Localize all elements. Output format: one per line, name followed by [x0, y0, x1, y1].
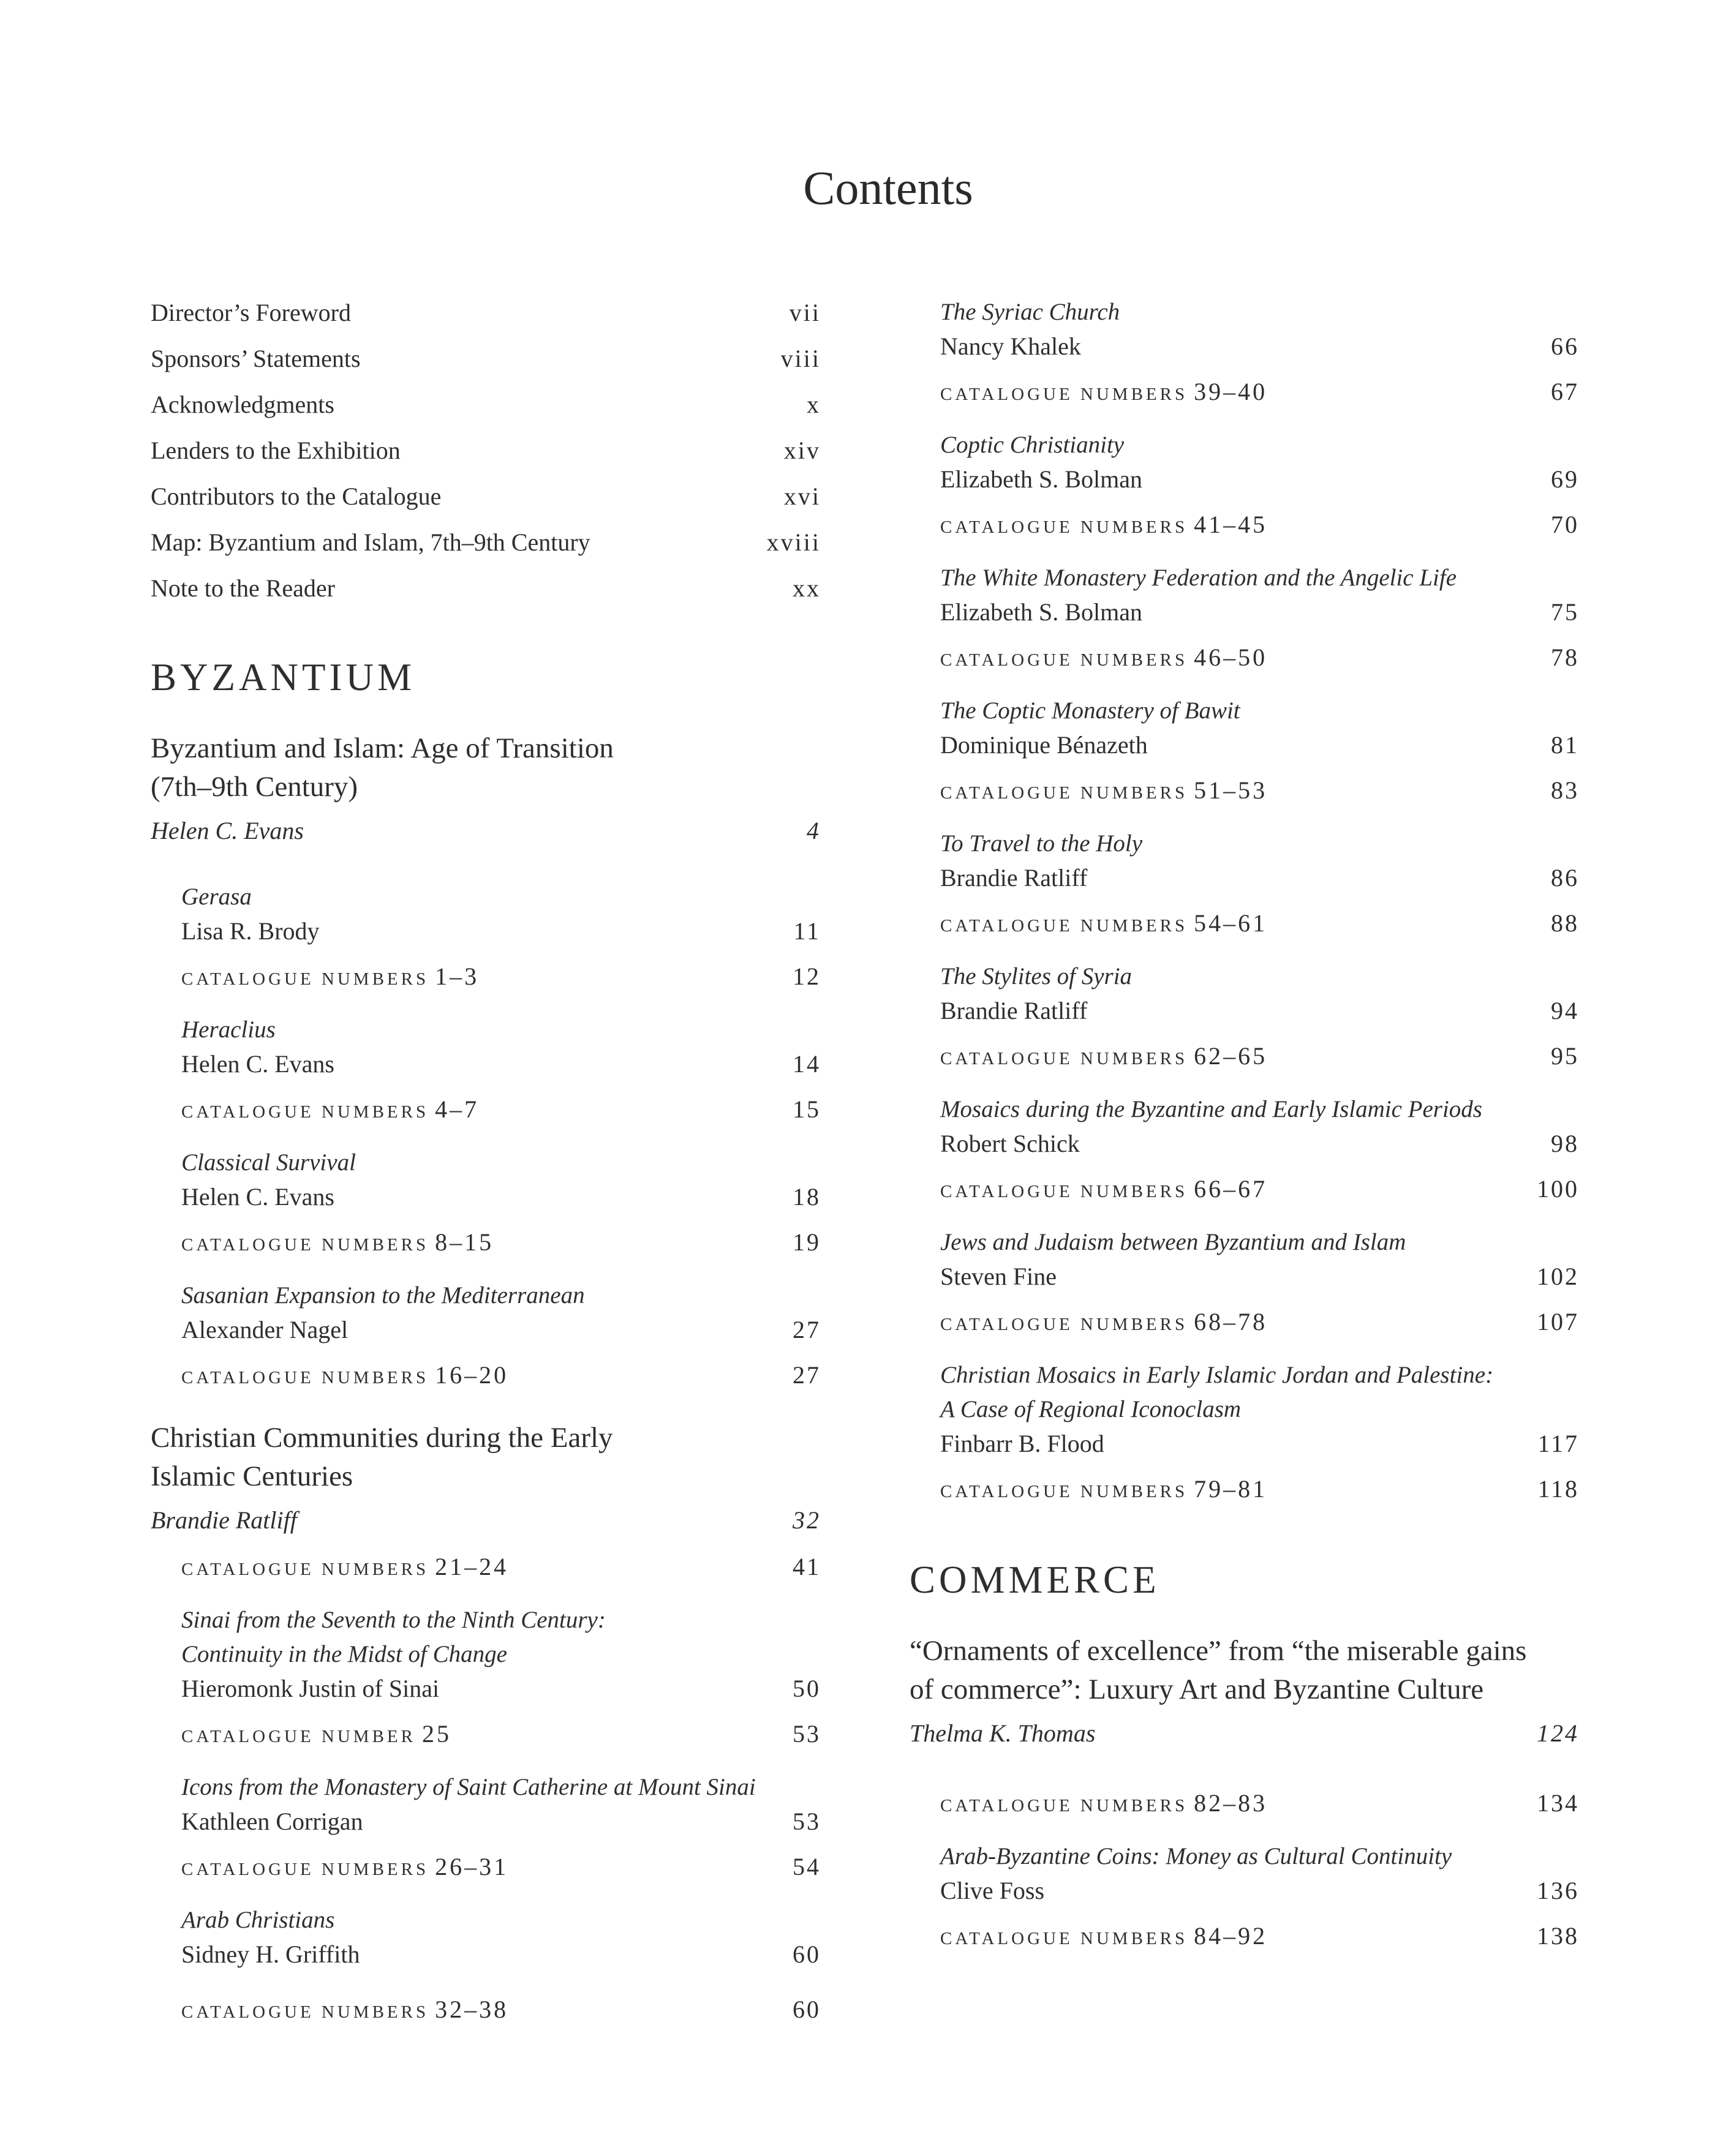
catalogue-label-group	[940, 1786, 1267, 1826]
essay-author: Elizabeth S. Bolman	[940, 598, 1142, 626]
toc-column-right	[910, 295, 1579, 1953]
essay-author-row	[940, 462, 1579, 497]
essay-author-row	[940, 595, 1579, 629]
page-number: 136	[1537, 1877, 1579, 1904]
essay-title-line: (7th–9th Century)	[151, 771, 358, 803]
essay-author-row	[940, 728, 1579, 762]
page-number: 41	[793, 1553, 821, 1580]
entry-label: Acknowledgments	[151, 391, 334, 418]
essay-author-row	[181, 1180, 821, 1214]
essay-author-row	[940, 1127, 1579, 1161]
page-number: xvi	[783, 483, 821, 510]
catalogue-entry[interactable]	[151, 960, 821, 994]
toc-essay-entry[interactable]	[151, 1770, 821, 1839]
toc-essay-entry[interactable]	[910, 960, 1579, 1028]
section-heading: COMMERCE	[910, 1558, 1160, 1601]
page-number: 134	[1537, 1789, 1579, 1817]
essay-author: Brandie Ratliff	[940, 997, 1088, 1024]
essay-title-line: A Case of Regional Iconoclasm	[940, 1396, 1242, 1422]
catalogue-label: CATALOGUE NUMBERS	[940, 650, 1188, 670]
toc-essay-entry[interactable]	[910, 561, 1579, 629]
page-number: x	[807, 391, 821, 418]
essay-title-line: Icons from the Monastery of Saint Catherine at Mount Sinai	[181, 1774, 756, 1800]
catalogue-entry[interactable]	[910, 1919, 1579, 1953]
catalogue-entry[interactable]	[910, 1472, 1579, 1506]
essay-author-row	[151, 1503, 821, 1538]
essay-author: Lisa R. Brody	[181, 917, 320, 945]
catalogue-range: 1–3	[435, 963, 480, 990]
section-heading: BYZANTIUM	[151, 656, 415, 699]
toc-essay-entry[interactable]	[151, 1013, 821, 1081]
essay-title-line: of commerce”: Luxury Art and Byzantine Culture	[910, 1673, 1484, 1705]
essay-title-line: Christian Mosaics in Early Islamic Jordan and Palestine:	[940, 1362, 1494, 1388]
essay-author-row	[910, 1716, 1579, 1751]
entry-label: Sponsors’ Statements	[151, 345, 361, 372]
catalogue-range: 51–53	[1194, 776, 1268, 804]
essay-title-line: Mosaics during the Byzantine and Early Islamic Periods	[940, 1096, 1482, 1122]
essay-author: Clive Foss	[940, 1877, 1045, 1904]
catalogue-range: 26–31	[435, 1853, 509, 1880]
catalogue-range: 21–24	[435, 1553, 509, 1580]
essay-author: Helen C. Evans	[181, 1183, 334, 1211]
toc-entry-0[interactable]	[151, 290, 821, 336]
page-number: 94	[1551, 997, 1579, 1024]
catalogue-label: CATALOGUE NUMBERS	[940, 1796, 1188, 1816]
page-number: 81	[1551, 731, 1579, 759]
toc-essay-entry[interactable]	[910, 827, 1579, 895]
catalogue-label: CATALOGUE NUMBERS	[940, 783, 1188, 803]
entry-label: Contributors to the Catalogue	[151, 483, 442, 510]
page-number: 78	[1551, 644, 1579, 671]
essay-title-line: Arab-Byzantine Coins: Money as Cultural Continuity	[940, 1843, 1452, 1869]
catalogue-entry[interactable]	[151, 1717, 821, 1751]
catalogue-entry[interactable]	[910, 1305, 1579, 1339]
essay-title-line: Sinai from the Seventh to the Ninth Century:	[181, 1607, 606, 1633]
toc-essay-entry[interactable]	[910, 1225, 1579, 1294]
toc-essay-entry[interactable]	[910, 1092, 1579, 1161]
catalogue-range: 25	[422, 1720, 451, 1748]
toc-essay-entry[interactable]	[910, 694, 1579, 762]
toc-essay-entry[interactable]	[151, 1279, 821, 1347]
catalogue-entry[interactable]	[910, 1786, 1579, 1820]
catalogue-label-group	[940, 1919, 1267, 1959]
essay-title-line: Byzantium and Islam: Age of Transition	[151, 732, 614, 764]
page-number: 86	[1551, 864, 1579, 892]
catalogue-label: CATALOGUE NUMBERS	[181, 1102, 429, 1122]
catalogue-label: CATALOGUE NUMBERS	[940, 385, 1188, 404]
catalogue-label-group	[940, 773, 1267, 813]
page-number: 117	[1537, 1430, 1579, 1457]
toc-essay-entry[interactable]	[910, 428, 1579, 497]
toc-entry-2[interactable]	[151, 381, 821, 427]
essay-author: Elizabeth S. Bolman	[940, 465, 1142, 493]
essay-title-line: Heraclius	[181, 1016, 276, 1043]
page-number: vii	[789, 299, 821, 326]
essay-title-line: Islamic Centuries	[151, 1460, 353, 1492]
catalogue-entry[interactable]	[910, 375, 1579, 409]
page-number: 27	[793, 1316, 821, 1343]
page-number: 50	[793, 1675, 821, 1702]
catalogue-label: CATALOGUE NUMBERS	[181, 969, 429, 989]
page-number: 18	[793, 1183, 821, 1211]
toc-essay-entry[interactable]	[151, 729, 821, 848]
catalogue-label-group	[181, 1850, 508, 1890]
catalogue-range: 39–40	[1194, 378, 1268, 405]
page-number: 15	[793, 1095, 821, 1123]
catalogue-label-group	[940, 1472, 1267, 1512]
page-number: xiv	[783, 437, 821, 464]
catalogue-label: CATALOGUE NUMBERS	[940, 1315, 1188, 1334]
toc-essay-entry[interactable]	[910, 1839, 1579, 1908]
essay-author: Steven Fine	[940, 1263, 1057, 1290]
essay-author-row	[181, 1313, 821, 1347]
essay-author-row	[940, 1260, 1579, 1294]
page-number: 83	[1551, 776, 1579, 804]
catalogue-label: CATALOGUE NUMBERS	[940, 1049, 1188, 1069]
essay-title-line: Arab Christians	[181, 1907, 335, 1933]
page-number: 53	[793, 1720, 821, 1748]
essay-author-row	[940, 1874, 1579, 1908]
toc-entry-4[interactable]	[151, 473, 821, 519]
catalogue-label: CATALOGUE NUMBERS	[940, 1182, 1188, 1201]
essay-title-line: Christian Communities during the Early	[151, 1422, 613, 1454]
catalogue-label-group	[940, 1172, 1267, 1212]
toc-entry-1[interactable]	[151, 336, 821, 381]
page-number: 100	[1537, 1175, 1579, 1203]
essay-author: Finbarr B. Flood	[940, 1430, 1104, 1457]
catalogue-label: CATALOGUE NUMBERS	[940, 916, 1188, 936]
page-number: 19	[793, 1228, 821, 1256]
page-number: 138	[1537, 1922, 1579, 1950]
catalogue-label-group	[940, 906, 1267, 946]
essay-author: Thelma K. Thomas	[910, 1719, 1096, 1747]
essay-author-row	[940, 1427, 1579, 1461]
toc-essay-entry[interactable]	[910, 1358, 1579, 1461]
essay-author: Dominique Bénazeth	[940, 731, 1148, 759]
catalogue-label: CATALOGUE NUMBERS	[940, 1929, 1188, 1948]
page-number: 27	[793, 1361, 821, 1389]
page-number: 32	[793, 1506, 821, 1534]
page-title: Contents	[803, 161, 973, 214]
catalogue-entry[interactable]	[910, 1172, 1579, 1206]
page-number: 60	[793, 1940, 821, 1968]
page-number: xviii	[766, 528, 821, 556]
essay-title-line: Coptic Christianity	[940, 432, 1125, 458]
essay-title-line: The White Monastery Federation and the Angelic Life	[940, 565, 1457, 591]
catalogue-label-group	[181, 1717, 451, 1757]
catalogue-entry[interactable]	[151, 1550, 821, 1584]
toc-essay-entry[interactable]	[151, 880, 821, 948]
catalogue-entry[interactable]	[910, 508, 1579, 542]
toc-essay-entry[interactable]	[151, 1903, 821, 1972]
page-number: 14	[793, 1050, 821, 1078]
page-number: 98	[1551, 1130, 1579, 1157]
essay-author: Brandie Ratliff	[940, 864, 1088, 892]
catalogue-label-group	[940, 640, 1267, 680]
page-number: 69	[1551, 465, 1579, 493]
toc-entry-6[interactable]	[151, 565, 821, 611]
page-number: 53	[793, 1808, 821, 1835]
essay-author-row	[181, 1805, 821, 1839]
essay-title-line: The Stylites of Syria	[940, 963, 1133, 990]
catalogue-label: CATALOGUE NUMBERS	[181, 1368, 429, 1388]
entry-label: Lenders to the Exhibition	[151, 437, 401, 464]
essay-author-row	[940, 329, 1579, 364]
page-number: 102	[1537, 1263, 1579, 1290]
catalogue-range: 66–67	[1194, 1175, 1268, 1203]
essay-author: Helen C. Evans	[181, 1050, 334, 1078]
page-number: 107	[1537, 1308, 1579, 1335]
essay-title-line: The Syriac Church	[940, 299, 1120, 325]
page-number: 88	[1551, 909, 1579, 937]
page-number: 12	[793, 963, 821, 990]
essay-title-line: Gerasa	[181, 884, 252, 910]
essay-author: Kathleen Corrigan	[181, 1808, 363, 1835]
catalogue-label: CATALOGUE NUMBERS	[940, 517, 1188, 537]
catalogue-range: 46–50	[1194, 644, 1268, 671]
essay-author: Brandie Ratliff	[151, 1506, 297, 1534]
entry-label: Director’s Foreword	[151, 299, 351, 326]
toc-essay-entry[interactable]	[151, 1146, 821, 1214]
page-number: 67	[1551, 378, 1579, 405]
catalogue-range: 16–20	[435, 1361, 509, 1389]
catalogue-entry[interactable]	[151, 1993, 821, 2027]
page-number: 70	[1551, 511, 1579, 538]
catalogue-entry[interactable]	[910, 1039, 1579, 1073]
essay-author: Sidney H. Griffith	[181, 1940, 360, 1968]
catalogue-range: 8–15	[435, 1228, 494, 1256]
page-number: 124	[1537, 1719, 1579, 1747]
catalogue-label-group	[940, 375, 1267, 415]
essay-title-line: Jews and Judaism between Byzantium and Islam	[940, 1229, 1406, 1255]
catalogue-range: 54–61	[1194, 909, 1268, 937]
essay-author-row	[181, 1047, 821, 1081]
catalogue-entry[interactable]	[910, 906, 1579, 941]
page-number: xx	[793, 574, 821, 602]
catalogue-range: 79–81	[1194, 1475, 1268, 1503]
page-number: 54	[793, 1853, 821, 1880]
catalogue-range: 68–78	[1194, 1308, 1268, 1335]
page-number: 75	[1551, 598, 1579, 626]
catalogue-label-group	[181, 960, 479, 999]
page-number: 11	[793, 917, 821, 945]
catalogue-label: CATALOGUE NUMBERS	[181, 1235, 429, 1255]
essay-title-line: “Ornaments of excellence” from “the miserable gains	[910, 1635, 1527, 1667]
catalogue-range: 62–65	[1194, 1042, 1268, 1070]
catalogue-label: CATALOGUE NUMBERS	[181, 2002, 429, 2022]
catalogue-label-group	[181, 1550, 508, 1590]
essay-title-line: Sasanian Expansion to the Mediterranean	[181, 1282, 585, 1309]
essay-title-line: Classical Survival	[181, 1149, 356, 1176]
essay-title-line: Continuity in the Midst of Change	[181, 1641, 507, 1667]
entry-label: Map: Byzantium and Islam, 7th–9th Century	[151, 528, 590, 556]
toc-essay-entry[interactable]	[910, 295, 1579, 364]
essay-author-row	[151, 814, 821, 848]
toc-essay-entry[interactable]	[910, 1632, 1579, 1751]
catalogue-label: CATALOGUE NUMBERS	[940, 1482, 1188, 1501]
page-number: 66	[1551, 332, 1579, 360]
entry-label: Note to the Reader	[151, 574, 335, 602]
catalogue-label-group	[181, 1993, 508, 2032]
essay-title-line: To Travel to the Holy	[940, 830, 1143, 857]
catalogue-label: CATALOGUE NUMBERS	[181, 1560, 429, 1579]
essay-author-row	[181, 1937, 821, 1972]
page-number: 4	[807, 817, 821, 844]
essay-author: Nancy Khalek	[940, 332, 1081, 360]
catalogue-label-group	[181, 1358, 508, 1398]
essay-author-row	[940, 994, 1579, 1028]
catalogue-label: CATALOGUE NUMBERS	[181, 1860, 429, 1879]
catalogue-entry[interactable]	[151, 1358, 821, 1392]
catalogue-label-group	[940, 1305, 1267, 1345]
toc-entry-5[interactable]	[151, 519, 821, 565]
catalogue-entry[interactable]	[910, 640, 1579, 675]
essay-author: Alexander Nagel	[181, 1316, 349, 1343]
catalogue-range: 82–83	[1194, 1789, 1268, 1817]
catalogue-label: CATALOGUE NUMBER	[181, 1727, 416, 1746]
page-number: 95	[1551, 1042, 1579, 1070]
page-number: 118	[1537, 1475, 1579, 1503]
catalogue-entry[interactable]	[151, 1092, 821, 1127]
catalogue-entry[interactable]	[151, 1850, 821, 1884]
essay-author-row	[181, 1672, 821, 1706]
essay-author: Helen C. Evans	[151, 817, 304, 844]
essay-author-row	[181, 914, 821, 948]
catalogue-entry[interactable]	[910, 773, 1579, 808]
page-number: 60	[793, 1996, 821, 2023]
catalogue-range: 41–45	[1194, 511, 1268, 538]
essay-author: Robert Schick	[940, 1130, 1080, 1157]
catalogue-label-group	[181, 1092, 479, 1132]
essay-title-line: The Coptic Monastery of Bawit	[940, 697, 1240, 724]
essay-author-row	[940, 861, 1579, 895]
catalogue-entry[interactable]	[151, 1225, 821, 1260]
toc-column-left	[151, 290, 821, 2027]
essay-author: Hieromonk Justin of Sinai	[181, 1675, 440, 1702]
toc-entry-3[interactable]	[151, 427, 821, 473]
toc-essay-entry[interactable]	[151, 1419, 821, 1538]
catalogue-range: 84–92	[1194, 1922, 1268, 1950]
catalogue-range: 4–7	[435, 1095, 480, 1123]
catalogue-label-group	[940, 1039, 1267, 1079]
catalogue-label-group	[181, 1225, 494, 1265]
page-number: viii	[780, 345, 821, 372]
catalogue-label-group	[940, 508, 1267, 547]
catalogue-range: 32–38	[435, 1996, 509, 2023]
toc-essay-entry[interactable]	[151, 1603, 821, 1706]
